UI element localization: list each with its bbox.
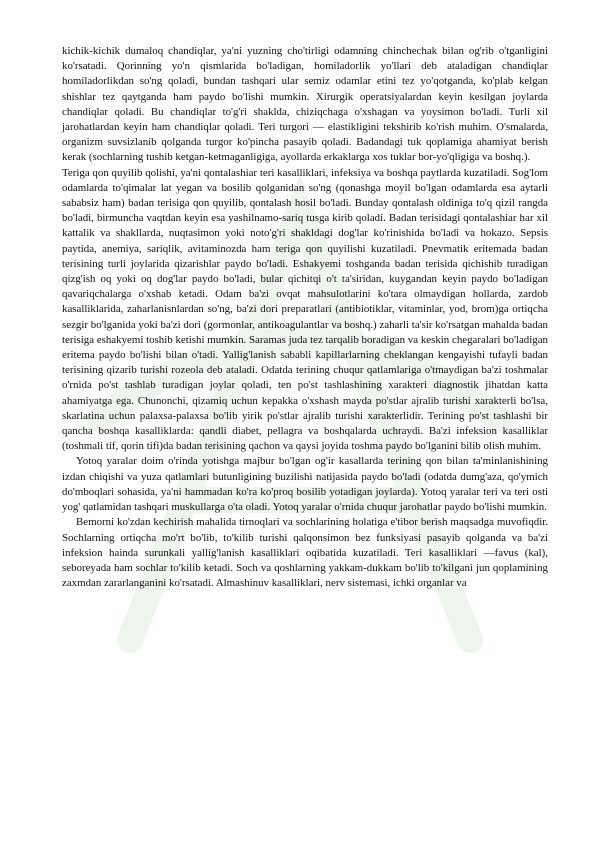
- paragraph-scars: kichik-kichik dumaloq chandiqlar, ya'ni yuzning cho'tirligi odamning chinchechak bilan og'rib o'tganligini ko'rsatadi. Qorinning yo'n qismlarida bo'ladigan, homiladorlik yo'llari deb ataladigan chandiqlar homiladorlikdan so'ng qoladi, bundan tashqari ular semiz odamlar etini tez yo'qotganda, ko'plab kelgan shishlar tez qaytganda ham paydo bo'lishi mumkin. Xirurgik operatsiyalardan keyin kesilgan joylarda chandiqlar qoladi. Bu chandiqlar to'g'ri shaklda, chiziqchaga o'xshagan va yoysimon bo'ladi. Turli xil jarohatlardan keyin ham chandiqlar qoladi. Teri turgori — elastikligini tekshirib ko'rish muhim. O'smalarda, organizm suvsizlanib qolganda turgor ko'pincha pasayib qoladi. Badandagi tuk qoplamiga ahamiyat berish kerak (sochlarning tushib ketgan-ketmaganligiga, ayollarda erkaklarga xos tuklar bor-yo'qligiga va boshq.).: [62, 45, 548, 164]
- paragraph-bedsores: Yotoq yaralar doim o'rinda yotishga majbur bo'lgan og'ir kasallarda terining qon bilan ta'minlanishining izdan chiqishi va yuza qatlamlari butunligining buzilishi natijasida paydo bo'ladi (odatda dumg'aza, qo'ymich do'mboqlari sohasida, ya'ni hammadan ko'ra ko'proq bosilib yotadigan joylarda). Yotoq yaralar teri va teri osti yog' qatlamidan tashqari muskullarga o'ta oladi. Yotoq yaralar o'rnida chuqur jarohatlar paydo bo'lishi mumkin.: [62, 455, 548, 514]
- document-body: [62, 44, 548, 591]
- paragraph-hemorrhages: Teriga qon quyilib qolishi, ya'ni qontalashiar teri kasalliklari, infeksiya va boshqa paytlarda kuzatiladi. Sog'lom odamlarda to'qimalar lat yegan va bosilib qolganidan so'ng (qonashga moyil bo'lgan odamlarda esa aytarli sababsiz ham) badan terisiga qon quyilib, qontalash hosil bo'ladi. Bunday qontalash oldiniga to'q qizil rangda bo'ladi, birmuncha vaqtdan keyin esa yashilnamo-sariq tusga kirib qoladi. Badan terisidagi qontalashiar har xil kattalik va shakllarda, nuqtasimon yoki noto'g'ri shakldagi dog'lar ko'rinishida bo'ladi va hokazo. Sepsis paytida, anemiya, sariqlik, avitaminozda ham teriga qon quyilishi kuzatiladi. Pnevmatik eritemada badan terisining turli joylarida qizarishlar paydo bo'ladi. Eshakyemi toshganda badan terisida qichishib turadigan qizg'ish oq yoki oq dog'lar paydo bo'ladi, bular qichitqi o't ta'siridan, kuygandan keyin paydo bo'ladigan qavariqchalarga o'xshab ketadi. Odam ba'zi ovqat mahsulotlarini ko'tara olmaydigan hollarda, zardob kasalliklarida, zaharlanisnlardan so'ng, ba'zi dori preparatlari (antibiotiklar, vitaminlar, yod, brom)ga ortiqcha sezgir bo'lganida yoki ba'zi dori (gormonlar, antikoagulantlar va boshq.) zaharli ta'sir ko'rsatgan mahalda badan terisiga eshakyemi toshib ketishi mumkin. Saramas juda tez tarqalib boradigan va keskin chegaralari bo'ladigan eritema paydo bo'lishi bilan o'tadi. Yallig'lanish sababli kapillarlarning cheklangan kengayishi tufayli badan terisining qizarib turishi rozeola deb ataladi. Odatda terining chuqur qatlamlariga o'tmaydigan ba'zi toshmalar o'rnida po'st tashlab turadigan joylar qoladi, ten po'st tashlashining xarakteri diagnostik jihatdan katta ahamiyatga ega. Chunonchi, qizamiq uchun kepakka o'xshash mayda po'stlar ajralib turishi xarakterli bo'lsa, skarlatina uchun palaxsa-palaxsa bo'lib yirik po'stlar ajralib turishi xarakterlidir. Terining po'st tashlashi bir qancha boshqa kasalliklarda: qandli diabet, pellagra va boshqalarda uchraydi. Ba'zi infeksion kasalliklar (toshmali tif, qorin tifi)da badan terisining qachon va qaysi joyida toshma paydo bo'lganini bilib olish muhim.: [62, 166, 548, 453]
- paragraph-nails-hair: Bemorni ko'zdan kechirish mahalida tirnoqlari va sochlarining holatiga e'tibor berish maqsadga muvofiqdir. Sochlarning ortiqcha mo'rt bo'lib, to'kilib turishi qalqonsimon bez funksiyasi pasayib qolganda va ba'zi infeksion hainda surunkali yallig'lanish kasalliklari oqibatida kuzatiladi. Teri kasalliklari —favus (kal), seboreyada ham sochlar to'kilib ketadi. Soch va qoshlarning yakkam-dukkam bo'lib to'kilgani jun qoplamining zaxmdan zararlanganini ko'rsatadi. Almashinuv kasalliklari, nerv sistemasi, ichki organlar va: [62, 516, 548, 590]
